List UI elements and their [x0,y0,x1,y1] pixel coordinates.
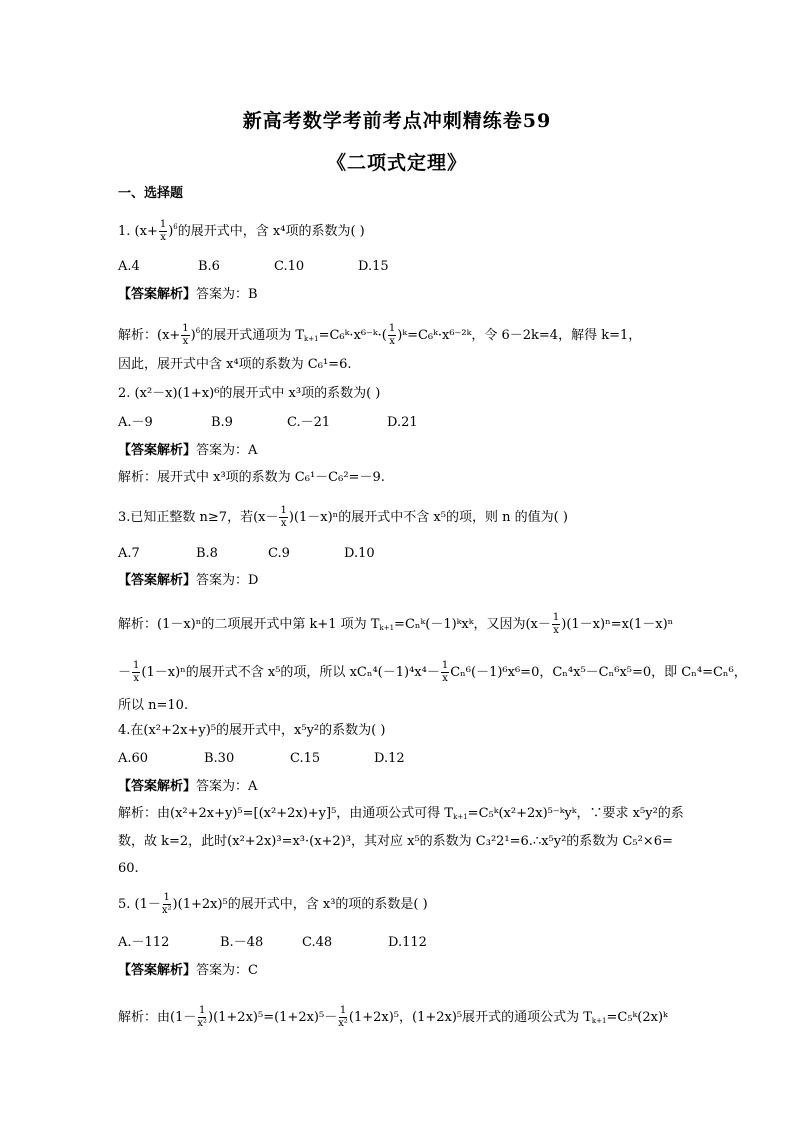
question-4-solution: 解析：由(x²+2x+y)⁵=[(x²+2x)+y]⁵，由通项公式可得 $T_{k+1}=C_5ᵏ(x^2+2x)^{5-}ᵏyᵏ$，∵要求 x⁵y²的系 [118,806,684,821]
question-5-options: A.－112 B.－48 C.48 D.112 [118,935,427,950]
section-heading: 一、选择题 [118,186,184,201]
page-subtitle: 《二项式定理》 [326,152,467,174]
question-4-stem: 4.在(x²+2x+y)⁵的展开式中，x⁵y²的系数为( ) [118,723,386,738]
question-3-options: A.7 B.8 C.9 D.10 [118,546,375,561]
question-3-solution-end: 所以 n=10. [118,698,189,713]
option-b: B.6 [198,259,220,274]
page-title: 新高考数学考前考点冲刺精练卷59 [242,110,552,132]
question-1-solution-cont: 因此，展开式中含 x⁴项的系数为 C₆¹=6. [118,357,352,372]
question-5-answer: 【答案解析】答案为：C [118,963,258,978]
option-c: C.10 [274,259,305,274]
question-2-solution: 解析：展开式中 x³项的系数为 C₆¹－C₆²=－9. [118,470,385,485]
question-4-options: A.60 B.30 C.15 D.12 [118,751,405,766]
option-a: A.4 [118,259,140,274]
question-3-solution: 解析：(1－x)ⁿ的二项展开式中第 k+1 项为 $T_{k+1}=C_nᵏ(-1)ᵏxᵏ$，又因为(x－ $\frac{1}{x}$ )(1－x)ⁿ=x(1－x)ⁿ [118,612,674,636]
question-5-stem: 5. (1－ $\frac{1}{\text{x²}}$ )(1+2x)⁵的展开式中，含 x³的项的系数是( ) [118,892,428,916]
question-4-solution-cont: 数，故 k=2，此时(x²+2x)³=x³·(x+2)³，其对应 x⁵的系数为 C₃²2¹=6.∴x⁵y²的系数为 C₅²×6= [118,834,673,849]
answer-tag: 【答案解析】 [118,287,197,302]
question-3-stem: 3.已知正整数 n≥7，若(x－ $\frac{1}{x}$ )(1－x)ⁿ的展开式中不含 x⁵的项，则 n 的值为( ) [118,505,568,529]
question-5-solution: 解析：由(1－ $\frac{1}{\text{x²}}$ )(1+2x)⁵=(1+2x)⁵－ $\frac{1}{\text{x²}}$ (1+2x)⁵，(1+2x)⁵展开式的通项公式为 $T_{k+1}=C_5ᵏ(2x)ᵏ$ [118,1005,668,1029]
question-2-answer: 【答案解析】答案为：A [118,443,258,458]
option-d: D.15 [358,259,389,274]
question-2-options: A.－9 B.9 C.－21 D.21 [118,415,418,430]
question-3-solution-cont: － $\frac{1}{x}$ (1－x)ⁿ的展开式不含 x⁵的项，所以 xCₙ⁴(－1)⁴x⁴－ $\frac{1}{x}$ Cₙ⁶(－1)⁶x⁶=0，Cₙ⁴x⁵－Cₙ⁶x⁵=0，即 Cₙ⁴=Cₙ⁶， [118,660,747,684]
question-1-options [118,258,389,276]
question-4-solution-end: 60. [118,861,139,876]
question-1-solution: 解析：(x+ $\frac{1}{x}$ )$^6$的展开式通项为 $T_{k+1}=C_6ᵏ\cdot x^{6-}ᵏ\cdot$( $\frac{1}{x}$ )ᵏ=C₆ᵏ·x⁶⁻²ᵏ，令 6－2k=4，解得 k=1， [118,323,642,347]
question-1-stem: 1. (x+ $\frac{1}{x}$ )$^6$的展开式中，含 x⁴项的系数为( ) [118,219,365,243]
question-2-stem: 2. (x²－x)(1+x)⁶的展开式中 x³项的系数为( ) [118,386,381,401]
question-4-answer: 【答案解析】答案为：A [118,779,258,794]
question-1-answer: 【答案解析】答案为：B [118,287,258,302]
question-3-answer: 【答案解析】答案为：D [118,573,259,588]
fraction: $\frac{1}{x}$ [159,219,167,243]
